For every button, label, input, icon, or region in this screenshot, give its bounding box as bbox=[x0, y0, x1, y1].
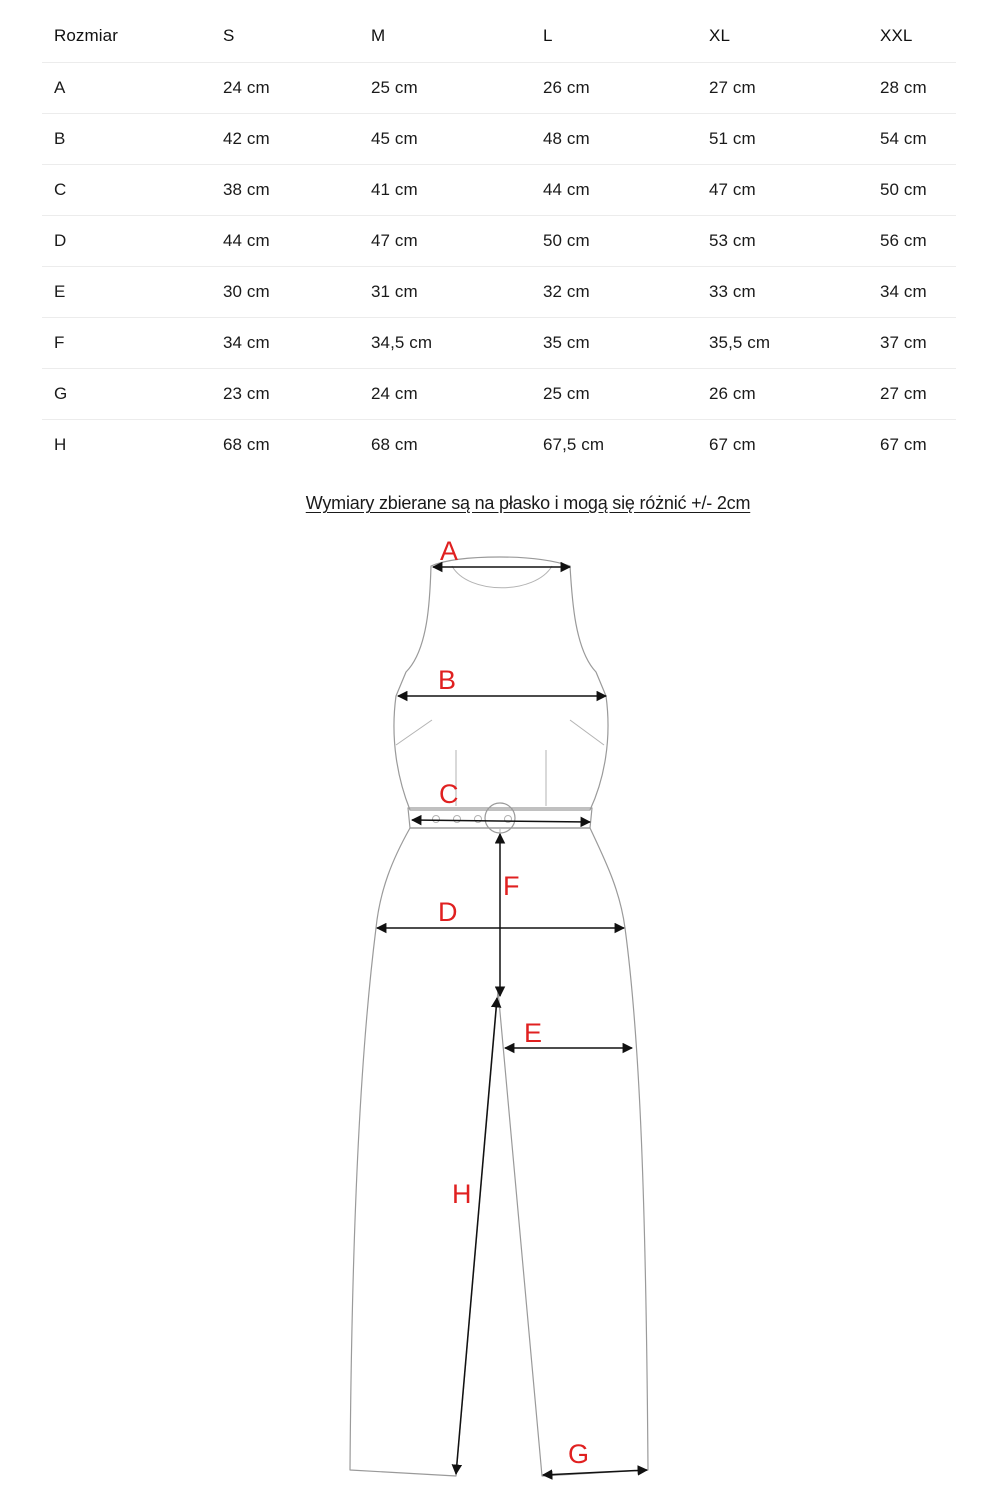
table-cell: 47 cm bbox=[359, 215, 531, 266]
table-cell: 67 cm bbox=[880, 434, 927, 454]
table-header-row bbox=[42, 11, 956, 62]
table-cell: 24 cm bbox=[211, 62, 359, 113]
row-label: F bbox=[42, 317, 211, 368]
table-cell: 26 cm bbox=[531, 62, 697, 113]
table-row bbox=[42, 419, 956, 470]
table-cell: 38 cm bbox=[211, 164, 359, 215]
row-label: H bbox=[54, 434, 67, 454]
table-cell: 33 cm bbox=[697, 266, 868, 317]
table-cell: 23 cm bbox=[211, 368, 359, 419]
label-e: E bbox=[524, 1018, 543, 1048]
header-cell-size: Rozmiar bbox=[42, 11, 211, 62]
row-label: A bbox=[42, 62, 211, 113]
table-row bbox=[42, 62, 956, 113]
table-cell: 28 cm bbox=[868, 62, 956, 113]
measure-line-g bbox=[543, 1470, 647, 1475]
row-label: C bbox=[42, 164, 211, 215]
size-table bbox=[42, 11, 956, 470]
table-cell: 30 cm bbox=[211, 266, 359, 317]
header-cell-l: L bbox=[531, 11, 697, 62]
row-label: G bbox=[42, 368, 211, 419]
measurement-labels bbox=[438, 536, 589, 1469]
table-cell: 25 cm bbox=[359, 62, 531, 113]
table-cell: 32 cm bbox=[531, 266, 697, 317]
row-label: E bbox=[42, 266, 211, 317]
table-cell: 50 cm bbox=[868, 164, 956, 215]
label-d: D bbox=[438, 897, 458, 927]
table-cell: 68 cm bbox=[371, 434, 418, 454]
table-cell: 41 cm bbox=[359, 164, 531, 215]
table-cell: 42 cm bbox=[211, 113, 359, 164]
right-armhole-dart bbox=[570, 720, 604, 745]
neckline bbox=[452, 566, 552, 588]
label-b: B bbox=[438, 665, 457, 695]
table-cell: 48 cm bbox=[531, 113, 697, 164]
table-row bbox=[42, 266, 956, 317]
header-cell-xl: XL bbox=[697, 11, 868, 62]
label-c: C bbox=[439, 779, 459, 809]
table-cell: 37 cm bbox=[868, 317, 956, 368]
measure-line-h bbox=[456, 998, 497, 1474]
table-cell: 24 cm bbox=[359, 368, 531, 419]
table-cell: 34,5 cm bbox=[359, 317, 531, 368]
table-cell: 50 cm bbox=[531, 215, 697, 266]
row-label: D bbox=[42, 215, 211, 266]
table-cell: 34 cm bbox=[211, 317, 359, 368]
belt-hole bbox=[454, 816, 461, 823]
left-armhole-dart bbox=[396, 720, 432, 745]
row-label: B bbox=[42, 113, 211, 164]
belt bbox=[408, 808, 592, 828]
table-cell: 44 cm bbox=[531, 164, 697, 215]
bodice-outline bbox=[394, 557, 608, 810]
trousers-outline bbox=[350, 828, 648, 1476]
measurement-note: Wymiary zbierane są na płasko i mogą się różnić +/- 2cm bbox=[305, 493, 751, 513]
table-cell: 67,5 cm bbox=[543, 434, 605, 454]
label-g: G bbox=[568, 1439, 590, 1469]
table-cell: 45 cm bbox=[359, 113, 531, 164]
table-cell: 27 cm bbox=[697, 62, 868, 113]
table-row bbox=[42, 317, 956, 368]
table-row bbox=[42, 215, 956, 266]
table-cell: 47 cm bbox=[697, 164, 868, 215]
table-row bbox=[42, 164, 956, 215]
table-row bbox=[42, 368, 956, 419]
table-cell: 67 cm bbox=[709, 434, 756, 454]
table-cell: 25 cm bbox=[531, 368, 697, 419]
table-cell: 53 cm bbox=[697, 215, 868, 266]
table-cell: 44 cm bbox=[211, 215, 359, 266]
label-f: F bbox=[503, 871, 520, 901]
label-h: H bbox=[452, 1179, 472, 1209]
table-cell: 68 cm bbox=[223, 434, 270, 454]
belt-hole bbox=[433, 816, 440, 823]
table-cell: 51 cm bbox=[697, 113, 868, 164]
table-row bbox=[42, 113, 956, 164]
header-cell-m: M bbox=[359, 11, 531, 62]
table-cell: 35 cm bbox=[531, 317, 697, 368]
header-cell-xxl: XXL bbox=[868, 11, 956, 62]
table-cell: 27 cm bbox=[868, 368, 956, 419]
label-a: A bbox=[440, 536, 459, 566]
table-cell: 26 cm bbox=[697, 368, 868, 419]
table-cell: 35,5 cm bbox=[697, 317, 868, 368]
table-cell: 56 cm bbox=[868, 215, 956, 266]
garment-outline bbox=[350, 557, 648, 1476]
table-cell: 54 cm bbox=[868, 113, 956, 164]
table-cell: 34 cm bbox=[868, 266, 956, 317]
table-cell: 31 cm bbox=[359, 266, 531, 317]
jumpsuit-diagram bbox=[0, 530, 1000, 1500]
header-cell-s: S bbox=[211, 11, 359, 62]
